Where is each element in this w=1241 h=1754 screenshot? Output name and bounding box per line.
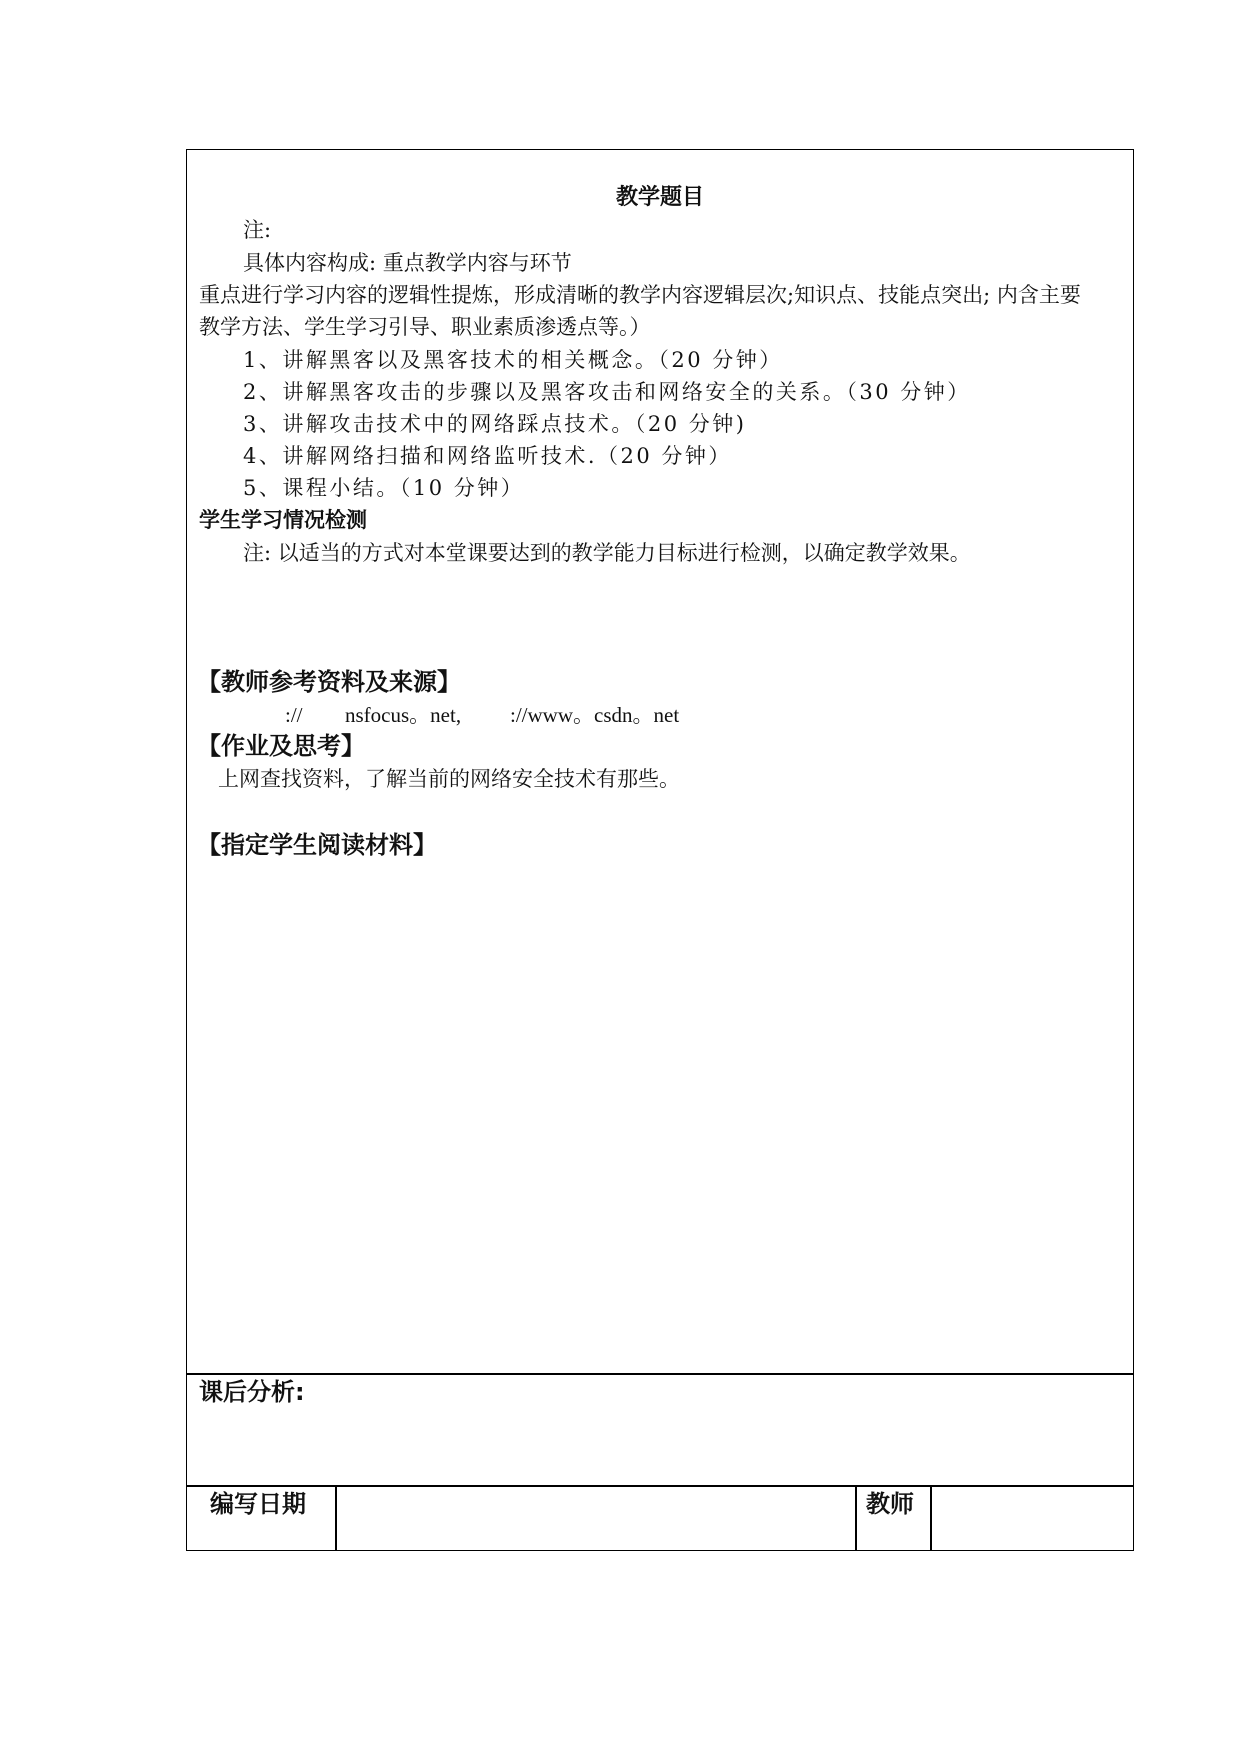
content-composition: 具体内容构成: 重点教学内容与环节 (243, 251, 572, 275)
reading-heading: 【指定学生阅读材料】 (197, 831, 437, 859)
description-line: 重点进行学习内容的逻辑性提炼，形成清晰的教学内容逻辑层次;知识点、技能点突出; 内含主要 (199, 283, 1081, 307)
teacher-label: 教师 (866, 1490, 914, 1518)
footer-cell-divider (855, 1485, 857, 1551)
teaching-step: 5、课程小结。（10 分钟） (243, 476, 525, 500)
post-class-analysis-label: 课后分析: (199, 1378, 305, 1406)
post-class-row-divider (186, 1373, 1134, 1375)
homework-heading: 【作业及思考】 (197, 732, 365, 760)
references-heading: 【教师参考资料及来源】 (197, 668, 461, 696)
description-line: 教学方法、学生学习引导、职业素质渗透点等。） (199, 315, 651, 339)
teaching-step: 4、讲解网络扫描和网络监听技术.（20 分钟） (243, 444, 732, 468)
footer-cell-divider (335, 1485, 337, 1551)
footer-cell-divider (930, 1485, 932, 1551)
footer-row-divider (186, 1485, 1134, 1487)
note-label: 注: (243, 218, 272, 242)
reference-link-part: ://www。csdn。net (510, 703, 680, 727)
assessment-heading: 学生学习情况检测 (199, 508, 367, 532)
teaching-step: 1、讲解黑客以及黑客技术的相关概念。（20 分钟） (243, 348, 783, 372)
reference-link-part: :// (285, 703, 303, 727)
assessment-note: 注: 以适当的方式对本堂课要达到的教学能力目标进行检测，以确定教学效果。 (243, 541, 971, 565)
lesson-title: 教学题目 (615, 185, 704, 210)
date-label: 编写日期 (210, 1490, 306, 1518)
teaching-step: 3、讲解攻击技术中的网络踩点技术。（20 分钟) (243, 412, 747, 436)
homework-text: 上网查找资料，了解当前的网络安全技术有那些。 (218, 767, 680, 791)
reference-link-part: nsfocus。net, (345, 703, 462, 727)
teaching-step: 2、讲解黑客攻击的步骤以及黑客攻击和网络安全的关系。（30 分钟） (243, 380, 971, 404)
